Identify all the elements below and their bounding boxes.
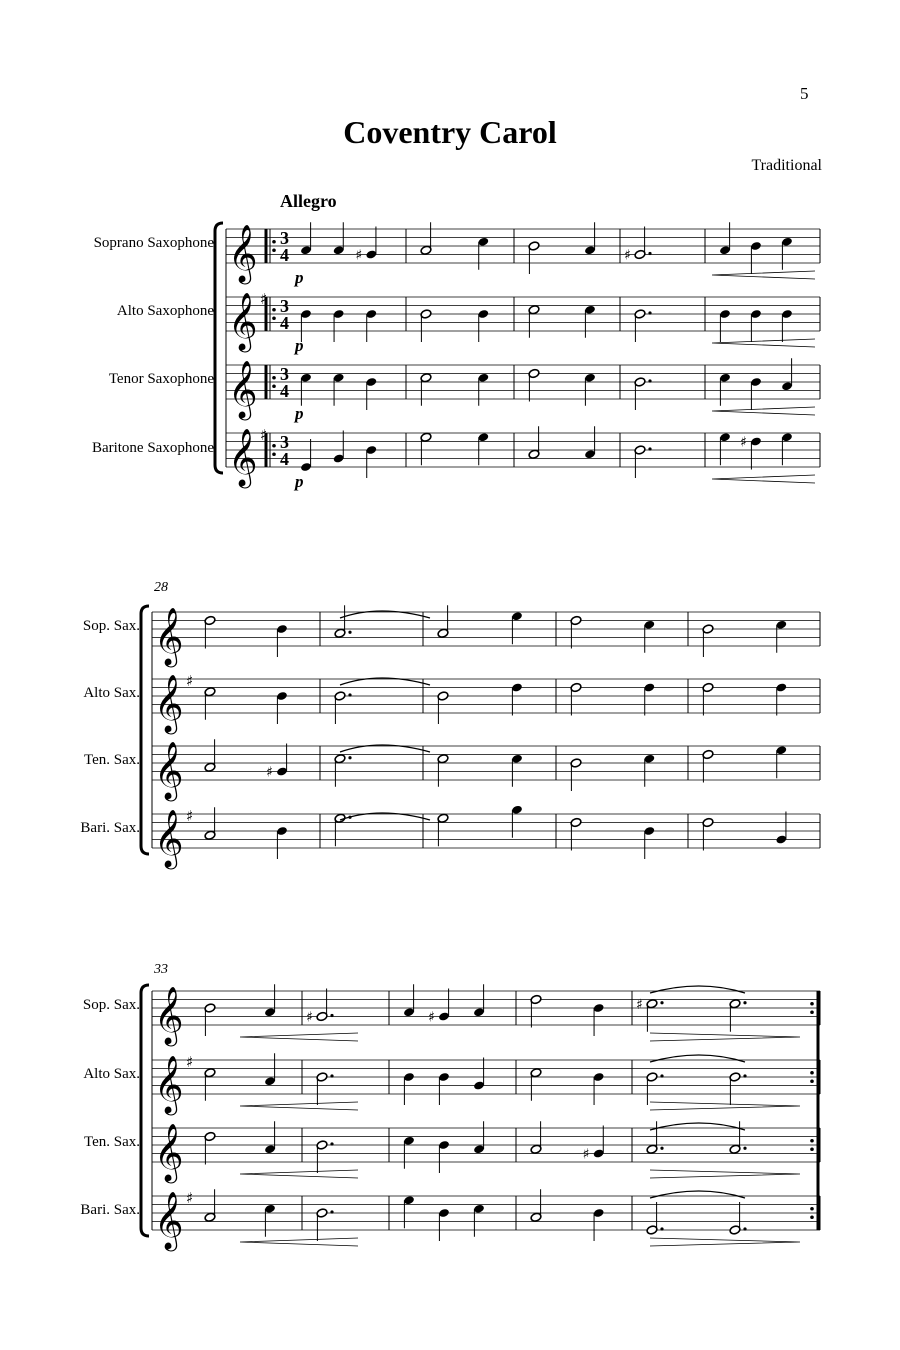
treble-clef-icon: 𝄞 [228, 360, 258, 418]
dot [648, 379, 651, 382]
repeat-dot [272, 384, 276, 388]
crescendo-hairpin [240, 1102, 358, 1110]
system-bracket [215, 223, 223, 473]
treble-clef-icon: 𝄞 [228, 224, 258, 282]
key-sharp-icon: ♯ [186, 1053, 194, 1071]
treble-clef-icon: 𝄞 [154, 607, 184, 665]
instrument-label-baritone: Baritone Saxophone [91, 440, 214, 456]
repeat-dot [272, 240, 276, 244]
measure-number: 28 [154, 580, 168, 595]
dot [330, 1142, 333, 1145]
repeat-dot [272, 444, 276, 448]
system-bracket [141, 985, 149, 1236]
dot [330, 1210, 333, 1213]
dot [648, 447, 651, 450]
dot [743, 1227, 746, 1230]
dot [348, 756, 351, 759]
time-signature-numerator: 3 [280, 228, 289, 248]
repeat-dot [272, 316, 276, 320]
piece-title: Coventry Carol [343, 114, 557, 150]
instrument-label-tenor: Tenor Saxophone [108, 371, 214, 387]
decrescendo-hairpin [650, 1238, 800, 1246]
instrument-label-soprano: Soprano Saxophone [93, 235, 214, 251]
dot [648, 252, 651, 255]
treble-clef-icon: 𝄞 [228, 292, 258, 350]
dot [348, 631, 351, 634]
dynamic-piano: p [295, 268, 304, 287]
crescendo-hairpin [712, 407, 815, 415]
crescendo-hairpin [712, 339, 815, 347]
time-signature-denominator: 4 [280, 381, 289, 401]
dot [330, 1014, 333, 1017]
decrescendo-hairpin [650, 1033, 800, 1041]
treble-clef-icon: 𝄞 [154, 1191, 184, 1249]
dot [648, 311, 651, 314]
dot [743, 1074, 746, 1077]
decrescendo-hairpin [650, 1102, 800, 1110]
tempo-marking: Allegro [280, 191, 337, 211]
key-sharp-icon: ♯ [186, 1189, 194, 1207]
dynamic-piano: p [295, 472, 304, 491]
repeat-dot [810, 1207, 814, 1211]
composer: Traditional [751, 157, 822, 174]
time-signature-numerator: 3 [280, 432, 289, 452]
sharp-accidental-icon: ♯ [355, 247, 363, 264]
key-sharp-icon: ♯ [260, 426, 268, 444]
repeat-dot [272, 308, 276, 312]
time-signature-numerator: 3 [280, 364, 289, 384]
key-sharp-icon: ♯ [186, 807, 194, 825]
decrescendo-hairpin [650, 1170, 800, 1178]
instrument-label-baritone-short: Bari. Sax. [80, 1202, 140, 1218]
dot [743, 1147, 746, 1150]
instrument-label-soprano-short: Sop. Sax. [82, 997, 140, 1013]
dot [348, 693, 351, 696]
instrument-label-tenor-short: Ten. Sax. [83, 752, 140, 768]
treble-clef-icon: 𝄞 [154, 986, 184, 1044]
repeat-dot [810, 1071, 814, 1075]
treble-clef-icon: 𝄞 [154, 809, 184, 867]
instrument-label-alto: Alto Saxophone [116, 303, 214, 319]
repeat-dot [272, 452, 276, 456]
repeat-dot [810, 1147, 814, 1151]
treble-clef-icon: 𝄞 [154, 1123, 184, 1181]
tie [650, 986, 745, 993]
key-sharp-icon: ♯ [186, 672, 194, 690]
crescendo-hairpin [712, 475, 815, 483]
dot [743, 1001, 746, 1004]
instrument-label-tenor-short: Ten. Sax. [83, 1134, 140, 1150]
system-bracket [141, 606, 149, 854]
sharp-accidental-icon: ♯ [740, 434, 747, 451]
tie [650, 1123, 745, 1130]
repeat-dot [272, 376, 276, 380]
instrument-label-alto-short: Alto Sax. [83, 685, 140, 701]
sharp-accidental-icon: ♯ [428, 1009, 435, 1026]
repeat-dot [810, 1079, 814, 1083]
repeat-dot [810, 1139, 814, 1143]
treble-clef-icon: 𝄞 [154, 1055, 184, 1113]
time-signature-numerator: 3 [280, 296, 289, 316]
measure-number: 33 [154, 962, 168, 977]
dot [330, 1074, 333, 1077]
crescendo-hairpin [240, 1238, 358, 1246]
dot [660, 1147, 663, 1150]
treble-clef-icon: 𝄞 [154, 741, 184, 799]
repeat-dot [272, 248, 276, 252]
tie [650, 1055, 745, 1062]
dot [660, 1001, 663, 1004]
sharp-accidental-icon: ♯ [636, 996, 643, 1013]
instrument-label-alto-short: Alto Sax. [83, 1066, 140, 1082]
dynamic-piano: p [295, 404, 304, 423]
crescendo-hairpin [240, 1033, 358, 1041]
treble-clef-icon: 𝄞 [228, 428, 258, 486]
crescendo-hairpin [712, 271, 815, 279]
repeat-dot [810, 1002, 814, 1006]
time-signature-denominator: 4 [280, 245, 289, 265]
repeat-dot [810, 1010, 814, 1014]
instrument-label-baritone-short: Bari. Sax. [80, 820, 140, 836]
treble-clef-icon: 𝄞 [154, 674, 184, 732]
time-signature-denominator: 4 [280, 449, 289, 469]
sharp-accidental-icon: ♯ [266, 764, 273, 781]
sharp-accidental-icon: ♯ [582, 1146, 590, 1163]
sharp-accidental-icon: ♯ [306, 1009, 313, 1026]
page-number: 5 [800, 84, 809, 103]
sharp-accidental-icon: ♯ [624, 247, 631, 264]
time-signature-denominator: 4 [280, 313, 289, 333]
dot [660, 1227, 663, 1230]
repeat-dot [810, 1215, 814, 1219]
tie [650, 1191, 745, 1198]
instrument-label-soprano-short: Sop. Sax. [82, 618, 140, 634]
key-sharp-icon: ♯ [260, 290, 268, 308]
crescendo-hairpin [240, 1170, 358, 1178]
dynamic-piano: p [295, 336, 304, 355]
dot [660, 1074, 663, 1077]
